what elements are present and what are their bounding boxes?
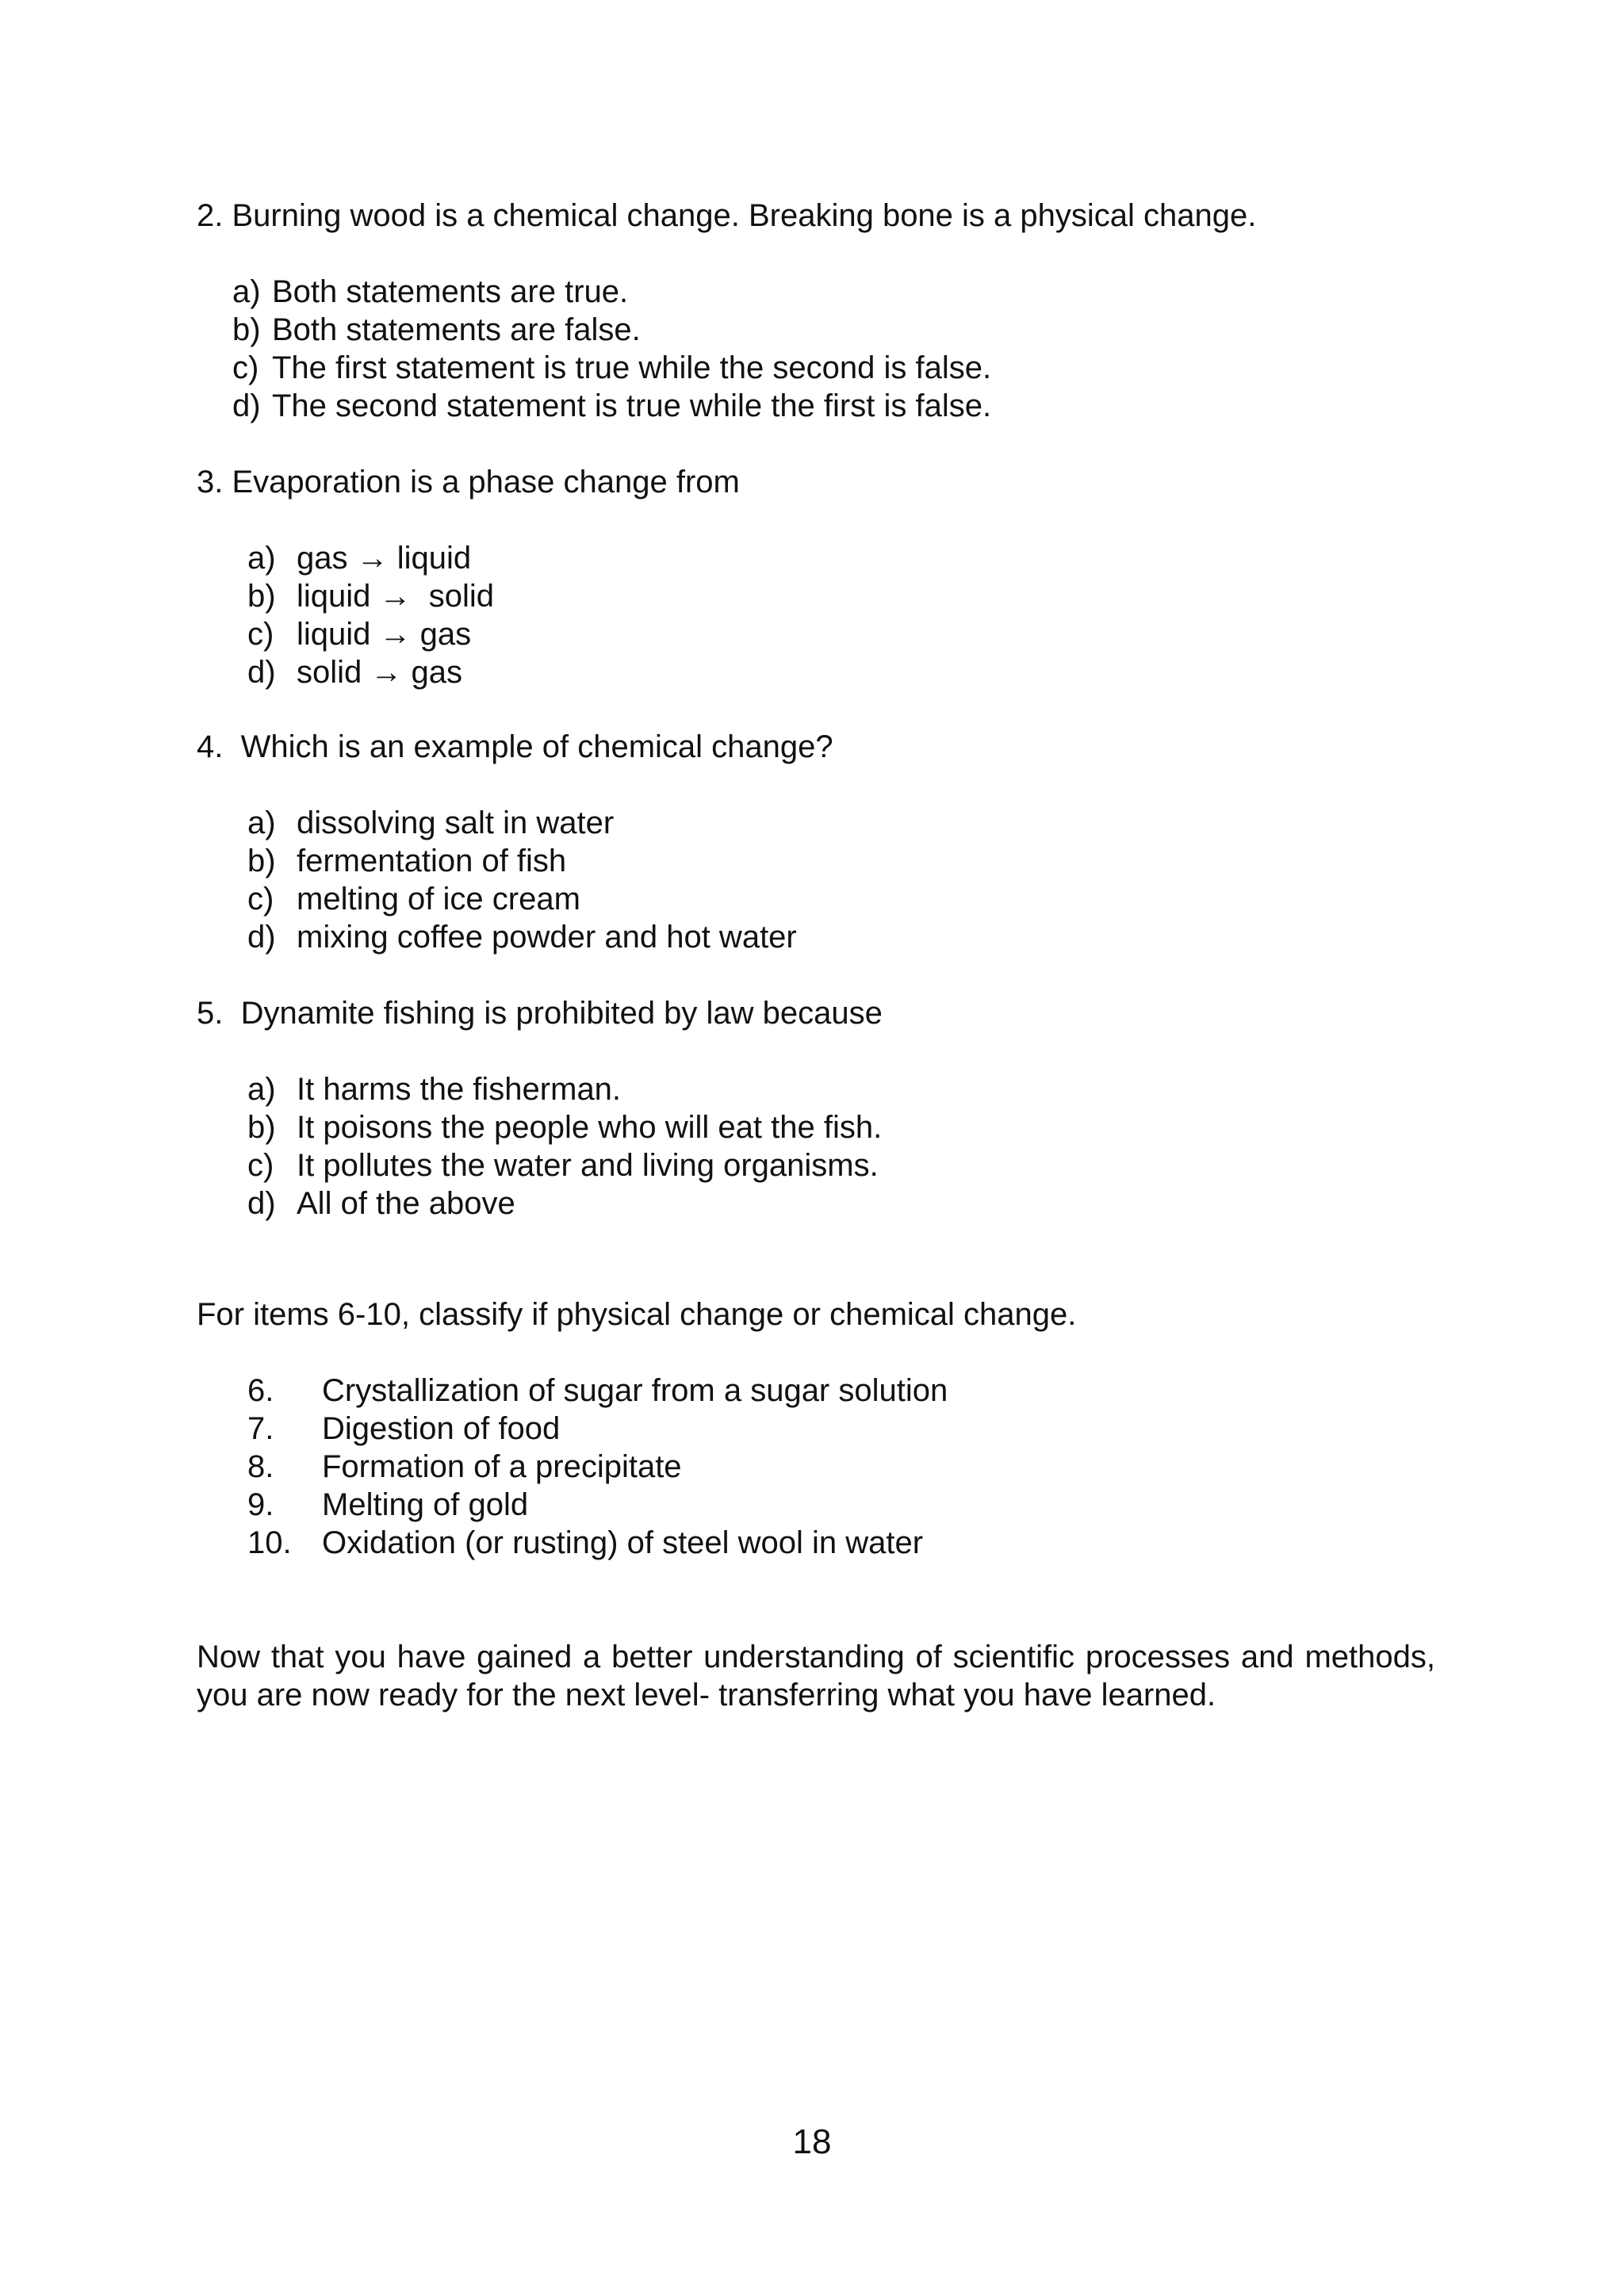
classify-item: 6. Crystallization of sugar from a sugar solution [247, 1373, 948, 1408]
option-3a: a) gas → liquid [247, 541, 472, 576]
question-5-stem: 5. Dynamite fishing is prohibited by law because [197, 996, 883, 1031]
option-5c: c) It pollutes the water and living organisms. [247, 1148, 879, 1183]
option-4a: a) dissolving salt in water [247, 806, 615, 840]
question-2-options [232, 273, 991, 425]
option-5b: b) It poisons the people who will eat the fish. [247, 1110, 883, 1145]
option-2d: d) The second statement is true while the first is false. [232, 388, 992, 423]
option-5a: a) It harms the fisherman. [247, 1072, 622, 1107]
option-4c: c) melting of ice cream [247, 882, 580, 916]
question-3-options [247, 539, 494, 691]
option-2a: a) Both statements are true. [232, 274, 629, 309]
classify-item: 9. Melting of gold [247, 1487, 529, 1522]
question-3-stem: 3. Evaporation is a phase change from [197, 465, 740, 499]
option-4b: b) fermentation of fish [247, 844, 567, 878]
question-2-stem: 2. Burning wood is a chemical change. Breaking bone is a physical change. [197, 198, 1257, 233]
classify-instruction: For items 6-10, classify if physical change or chemical change. [197, 1297, 1077, 1332]
option-2b: b) Both statements are false. [232, 312, 641, 347]
option-4d: d) mixing coffee powder and hot water [247, 920, 797, 955]
option-3c: c) liquid → gas [247, 617, 472, 652]
option-2c: c) The first statement is true while the second is false. [232, 350, 992, 385]
classify-item: 8. Formation of a precipitate [247, 1449, 682, 1484]
question-4-options [247, 804, 797, 956]
closing-paragraph: Now that you have gained a better understanding of scientific processes and methods, you are now ready for the next level- transferring what you have learned. [197, 1640, 1435, 1712]
classify-list [247, 1372, 948, 1562]
question-5-options [247, 1070, 882, 1223]
page-number: 18 [792, 2122, 832, 2161]
option-3d: d) solid → gas [247, 655, 462, 690]
option-3b: b) liquid → solid [247, 579, 495, 614]
classify-item: 7. Digestion of food [247, 1411, 561, 1446]
option-5d: d) All of the above [247, 1186, 515, 1221]
question-4-stem: 4. Which is an example of chemical change? [197, 729, 833, 764]
classify-item: 10. Oxidation (or rusting) of steel wool in water [247, 1525, 924, 1560]
